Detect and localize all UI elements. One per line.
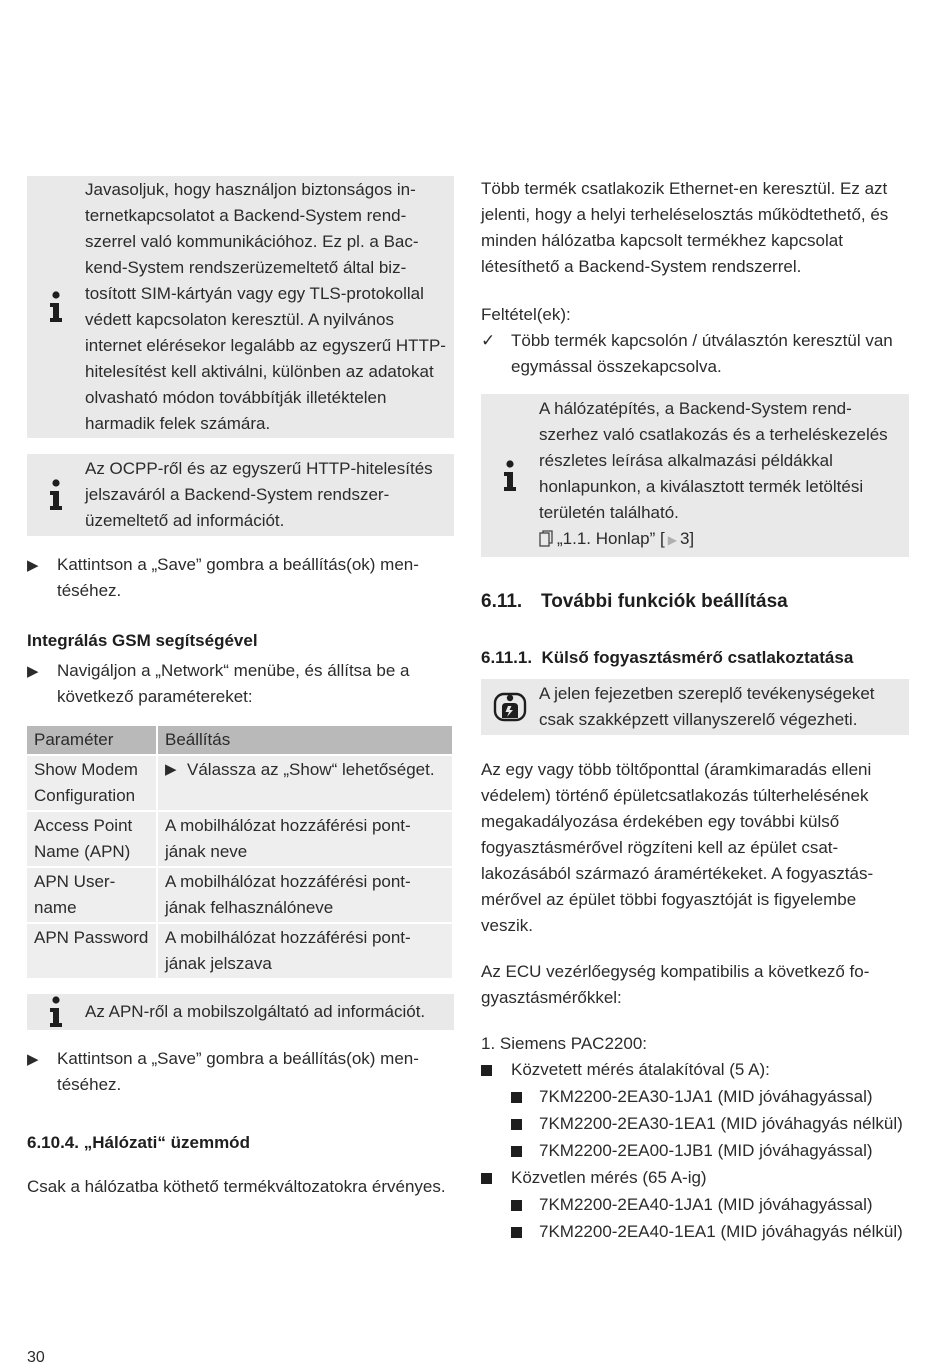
arrow-right-icon: ▶ — [667, 533, 677, 547]
table-cell-value: A mobilhálózat hozzáférési pontjának jelszava — [157, 923, 453, 978]
paragraph-meter: Az egy vagy több töltőponttal (áramkimaradás elleni védelem) történő épületcsatlakozás túlterhelésének megakadályozása érdekében egy további külső fogyasztásmérővel rögzíteni kell az épület csatlakozásából származó áramértékeket. A fogyasztásmérővel az épület többi fogyasztóját is figyelembe veszik. — [481, 760, 874, 935]
table-header-parameter: Paraméter — [27, 726, 157, 755]
right-column — [481, 176, 909, 1246]
table-cell-value: A mobilhálózat hozzáférési pontjának neve — [157, 811, 453, 867]
triangle-right-icon: ▶ — [27, 663, 39, 680]
cross-reference-text: „1.1. Honlap” [ — [557, 529, 665, 548]
list-item — [481, 1057, 909, 1084]
table-header-row — [27, 726, 453, 755]
paragraph-network-mode: Csak a hálózatba köthető termékváltozatokra érvényes. — [27, 1177, 446, 1196]
triangle-right-icon: ▶ — [27, 1051, 39, 1068]
table-cell-param: Show Modem Configuration — [27, 755, 157, 811]
list-item-text: Közvetlen mérés (65 A-ig) — [511, 1168, 707, 1187]
list-title: 1. Siemens PAC2200: — [481, 1034, 647, 1053]
action-text: Kattintson a „Save” gombra a beállítás(ok) mentéséhez. — [57, 1049, 419, 1094]
list-subitem — [481, 1192, 909, 1219]
table-cell-value — [157, 755, 453, 811]
table-row — [27, 923, 453, 978]
cross-reference-page: 3] — [679, 529, 695, 548]
list-item-text: 7KM2200-2EA30-1EA1 (MID jóváhagyás nélkül) — [539, 1114, 903, 1133]
list-subitem — [481, 1111, 909, 1138]
action-step-network — [27, 658, 454, 710]
info-icon — [27, 291, 85, 323]
info-note-network-build — [481, 394, 909, 557]
heading-text: További funkciók beállítása — [541, 591, 788, 612]
info-icon — [481, 460, 539, 492]
heading-gsm: Integrálás GSM segítségével — [27, 631, 258, 650]
electrician-note — [481, 679, 909, 735]
condition-text: Több termék kapcsolón / útválasztón keresztül van egymással összekapcsolva. — [511, 331, 893, 376]
table-row — [27, 811, 453, 867]
info-note-apn — [27, 994, 454, 1030]
list-group — [481, 1057, 909, 1246]
note-text: Javasoljuk, hogy használjon biztonságos internetkapcsolatot a Backend-System rendszerrel való kommunikációhoz. Ez pl. a Backend-System rendszerüzemeltető által biztosított SIM-kártyán vagy egy TLS-protokollal védett kapcsolaton keresztül. A nyilvános internet elérésekor legalább az egyszerű HTTP-hitelesítést kell aktiválni, különben az adatokat olvasható módon továbbítják illetéktelen harmadik felek számára. — [85, 180, 446, 433]
bullet-square-icon — [511, 1192, 539, 1219]
note-text: Az APN-ről a mobilszolgáltató ad információt. — [85, 1002, 426, 1021]
table-cell-param: APN Password — [27, 923, 157, 978]
table-cell-value-text: Válassza az „Show“ lehetőséget. — [187, 760, 435, 779]
triangle-right-icon: ▶ — [165, 761, 177, 778]
paragraph-compatible: Az ECU vezérlőegység kompatibilis a következő fogyasztásmérőkkel: — [481, 962, 870, 1007]
table-cell-param: APN Username — [27, 867, 157, 923]
cross-reference[interactable] — [539, 526, 901, 555]
triangle-right-icon: ▶ — [27, 557, 39, 574]
heading-6-11-1: 6.11.1. Külső fogyasztásmérő csatlakoztatása — [481, 648, 854, 667]
condition-item — [481, 328, 909, 380]
list-subitem — [481, 1219, 909, 1246]
bullet-square-icon — [481, 1165, 511, 1192]
page-number: 30 — [27, 1349, 45, 1366]
electrician-icon — [481, 690, 539, 724]
bullet-square-icon — [481, 1057, 511, 1084]
note-text: Az OCPP-ről és az egyszerű HTTP-hitelesítés jelszaváról a Backend-System rendszerüzemeltető ad információt. — [85, 459, 433, 530]
list-item-text: Közvetett mérés átalakítóval (5 A): — [511, 1060, 770, 1079]
table-header-setting: Beállítás — [157, 726, 453, 755]
paragraph-ethernet: Több termék csatlakozik Ethernet-en keresztül. Ez azt jelenti, hogy a helyi terheléselosztás működtethető, és minden hálózatba kapcsolt termékhez kapcsolat létesíthető a Backend-System rendszerrel. — [481, 179, 889, 276]
list-item — [481, 1165, 909, 1192]
action-text: Navigáljon a „Network“ menübe, és állítsa be a következő paramétereket: — [57, 661, 410, 706]
action-step-save-2 — [27, 1046, 454, 1098]
list-subitem — [481, 1138, 909, 1165]
list-item-text: 7KM2200-2EA40-1EA1 (MID jóváhagyás nélkül) — [539, 1222, 903, 1241]
table-row — [27, 755, 453, 811]
table-row — [27, 867, 453, 923]
book-icon — [539, 529, 553, 555]
info-note-ocpp — [27, 454, 454, 536]
note-text: A hálózatépítés, a Backend-System rendszerhez való csatlakozás és a terheléskezelés részletes leírása alkalmazási példákkal honlapunkon, a kiválasztott termék letöltési területén található. — [539, 399, 888, 522]
left-column — [27, 176, 454, 1200]
list-item-text: 7KM2200-2EA00-1JB1 (MID jóváhagyással) — [539, 1141, 873, 1160]
bullet-square-icon — [511, 1138, 539, 1165]
checkmark-icon: ✓ — [481, 331, 496, 350]
bullet-square-icon — [511, 1219, 539, 1246]
list-subitem — [481, 1084, 909, 1111]
heading-6-10-4: 6.10.4. „Hálózati“ üzemmód — [27, 1133, 250, 1152]
list-item-text: 7KM2200-2EA30-1JA1 (MID jóváhagyással) — [539, 1087, 873, 1106]
table-cell-param: Access Point Name (APN) — [27, 811, 157, 867]
condition-label: Feltétel(ek): — [481, 305, 571, 324]
action-step-save — [27, 552, 454, 604]
parameter-table — [27, 726, 454, 978]
action-text: Kattintson a „Save” gombra a beállítás(ok) mentéséhez. — [57, 555, 419, 600]
table-cell-value: A mobilhálózat hozzáférési pontjának felhasználóneve — [157, 867, 453, 923]
info-icon — [27, 479, 85, 511]
heading-number: 6.11. — [481, 591, 523, 612]
heading-6-11 — [481, 589, 909, 615]
info-icon — [27, 996, 85, 1028]
note-body — [539, 396, 901, 555]
info-note-secure-connection — [27, 176, 454, 438]
note-text: A jelen fejezetben szereplő tevékenységeket csak szakképzett villanyszerelő végezheti. — [539, 684, 875, 729]
list-item-text: 7KM2200-2EA40-1JA1 (MID jóváhagyással) — [539, 1195, 873, 1214]
bullet-square-icon — [511, 1111, 539, 1138]
bullet-square-icon — [511, 1084, 539, 1111]
